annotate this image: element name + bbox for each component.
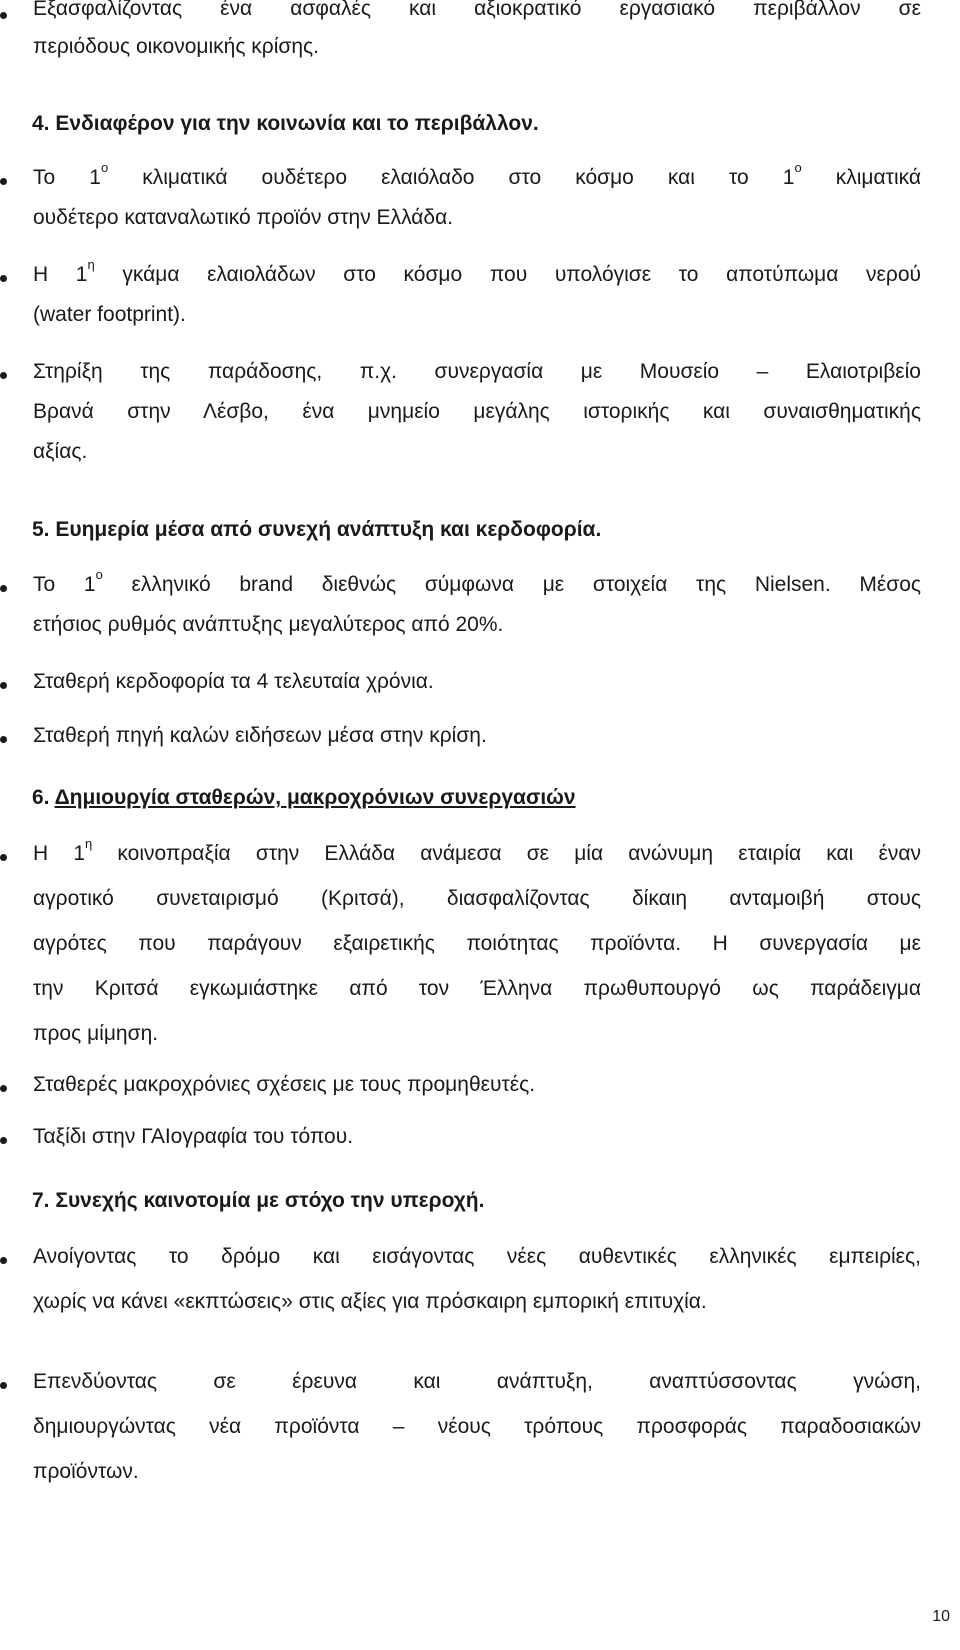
- bullet-icon: [0, 372, 7, 379]
- bullet-icon: [0, 1257, 7, 1264]
- section-title: Δημιουργία σταθερών, μακροχρόνιων συνεργασιών: [54, 786, 576, 809]
- bullet-icon: [0, 736, 7, 743]
- text-line: Το $1^o$ ελληνικό brand διεθνώς σύμφωνα με στοιχεία της Nielsen. Μέσος: [33, 567, 922, 596]
- text-line: Στηρίξη της παράδοσης, π.χ. συνεργασία με Μουσείο – Ελαιοτριβείο: [33, 360, 921, 383]
- section-heading: [32, 786, 576, 810]
- bullet-icon: [0, 854, 7, 861]
- text-line: ετήσιος ρυθμός ανάπτυξης μεγαλύτερος από 20%.: [33, 613, 504, 636]
- text-line: Η $1^\eta$ γκάμα ελαιολάδων στο κόσμο που υπολόγισε το αποτύπωμα νερού: [33, 257, 921, 286]
- text-line: Σταθερή κερδοφορία τα 4 τελευταία χρόνια.: [33, 670, 434, 693]
- bullet-icon: [0, 12, 7, 19]
- text-line: αγροτικό συνεταιρισμό (Κριτσά), διασφαλίζοντας δίκαιη ανταμοιβή στους: [33, 887, 921, 910]
- text-line: Επενδύοντας σε έρευνα και ανάπτυξη, αναπτύσσοντας γνώση,: [33, 1370, 921, 1393]
- text-line: προς μίμηση.: [33, 1022, 159, 1045]
- bullet-icon: [0, 682, 7, 689]
- section-heading: 5. Ευημερία μέσα από συνεχή ανάπτυξη και κερδοφορία.: [32, 518, 602, 541]
- text-line: Εξασφαλίζοντας ένα ασφαλές και αξιοκρατικό εργασιακό περιβάλλον σε: [33, 0, 921, 20]
- text-line: δημιουργώντας νέα προϊόντα – νέους τρόπους προσφοράς παραδοσιακών: [33, 1415, 921, 1438]
- text-line: Ταξίδι στην ΓΑΙογραφία του τόπου.: [33, 1125, 354, 1148]
- text-line: Σταθερές μακροχρόνιες σχέσεις με τους προμηθευτές.: [33, 1073, 536, 1096]
- text-line: Βρανά στην Λέσβο, ένα μνημείο μεγάλης ιστορικής και συναισθηματικής: [33, 400, 921, 423]
- text-line: Το $1^o$ κλιματικά ουδέτερο ελαιόλαδο στο κόσμο και το $1^o$ κλιματικά: [33, 160, 921, 189]
- bullet-icon: [0, 585, 7, 592]
- section-heading: 7. Συνεχής καινοτομία με στόχο την υπεροχή.: [32, 1189, 485, 1212]
- text-line: αξίας.: [33, 440, 88, 463]
- text-line: ουδέτερο καταναλωτικό προϊόν στην Ελλάδα.: [33, 206, 454, 229]
- section-heading: 4. Ενδιαφέρον για την κοινωνία και το περιβάλλον.: [32, 112, 539, 135]
- text-line: χωρίς να κάνει «εκπτώσεις» στις αξίες για πρόσκαιρη εμπορική επιτυχία.: [33, 1290, 707, 1313]
- text-line: Η $1^\eta$ κοινοπραξία στην Ελλάδα ανάμεσα σε μία ανώνυμη εταιρία και έναν: [33, 836, 921, 865]
- bullet-icon: [0, 1137, 7, 1144]
- bullet-icon: [0, 275, 7, 282]
- bullet-icon: [0, 178, 7, 185]
- text-line: Σταθερή πηγή καλών ειδήσεων μέσα στην κρίση.: [33, 724, 487, 747]
- bullet-icon: [0, 1382, 7, 1389]
- text-line: αγρότες που παράγουν εξαιρετικής ποιότητας προϊόντα. Η συνεργασία με: [33, 932, 921, 955]
- text-line: περιόδους οικονομικής κρίσης.: [33, 35, 320, 58]
- bullet-icon: [0, 1085, 7, 1092]
- text-line: Ανοίγοντας το δρόμο και εισάγοντας νέες αυθεντικές ελληνικές εμπειρίες,: [33, 1245, 921, 1268]
- section-number: 6.: [32, 786, 55, 809]
- text-line: προϊόντων.: [33, 1460, 139, 1483]
- text-line: την Κριτσά εγκωμιάστηκε από τον Έλληνα πρωθυπουργό ως παράδειγμα: [33, 977, 921, 1000]
- text-line: (water footprint).: [33, 303, 186, 326]
- page-number: 10: [932, 1608, 950, 1625]
